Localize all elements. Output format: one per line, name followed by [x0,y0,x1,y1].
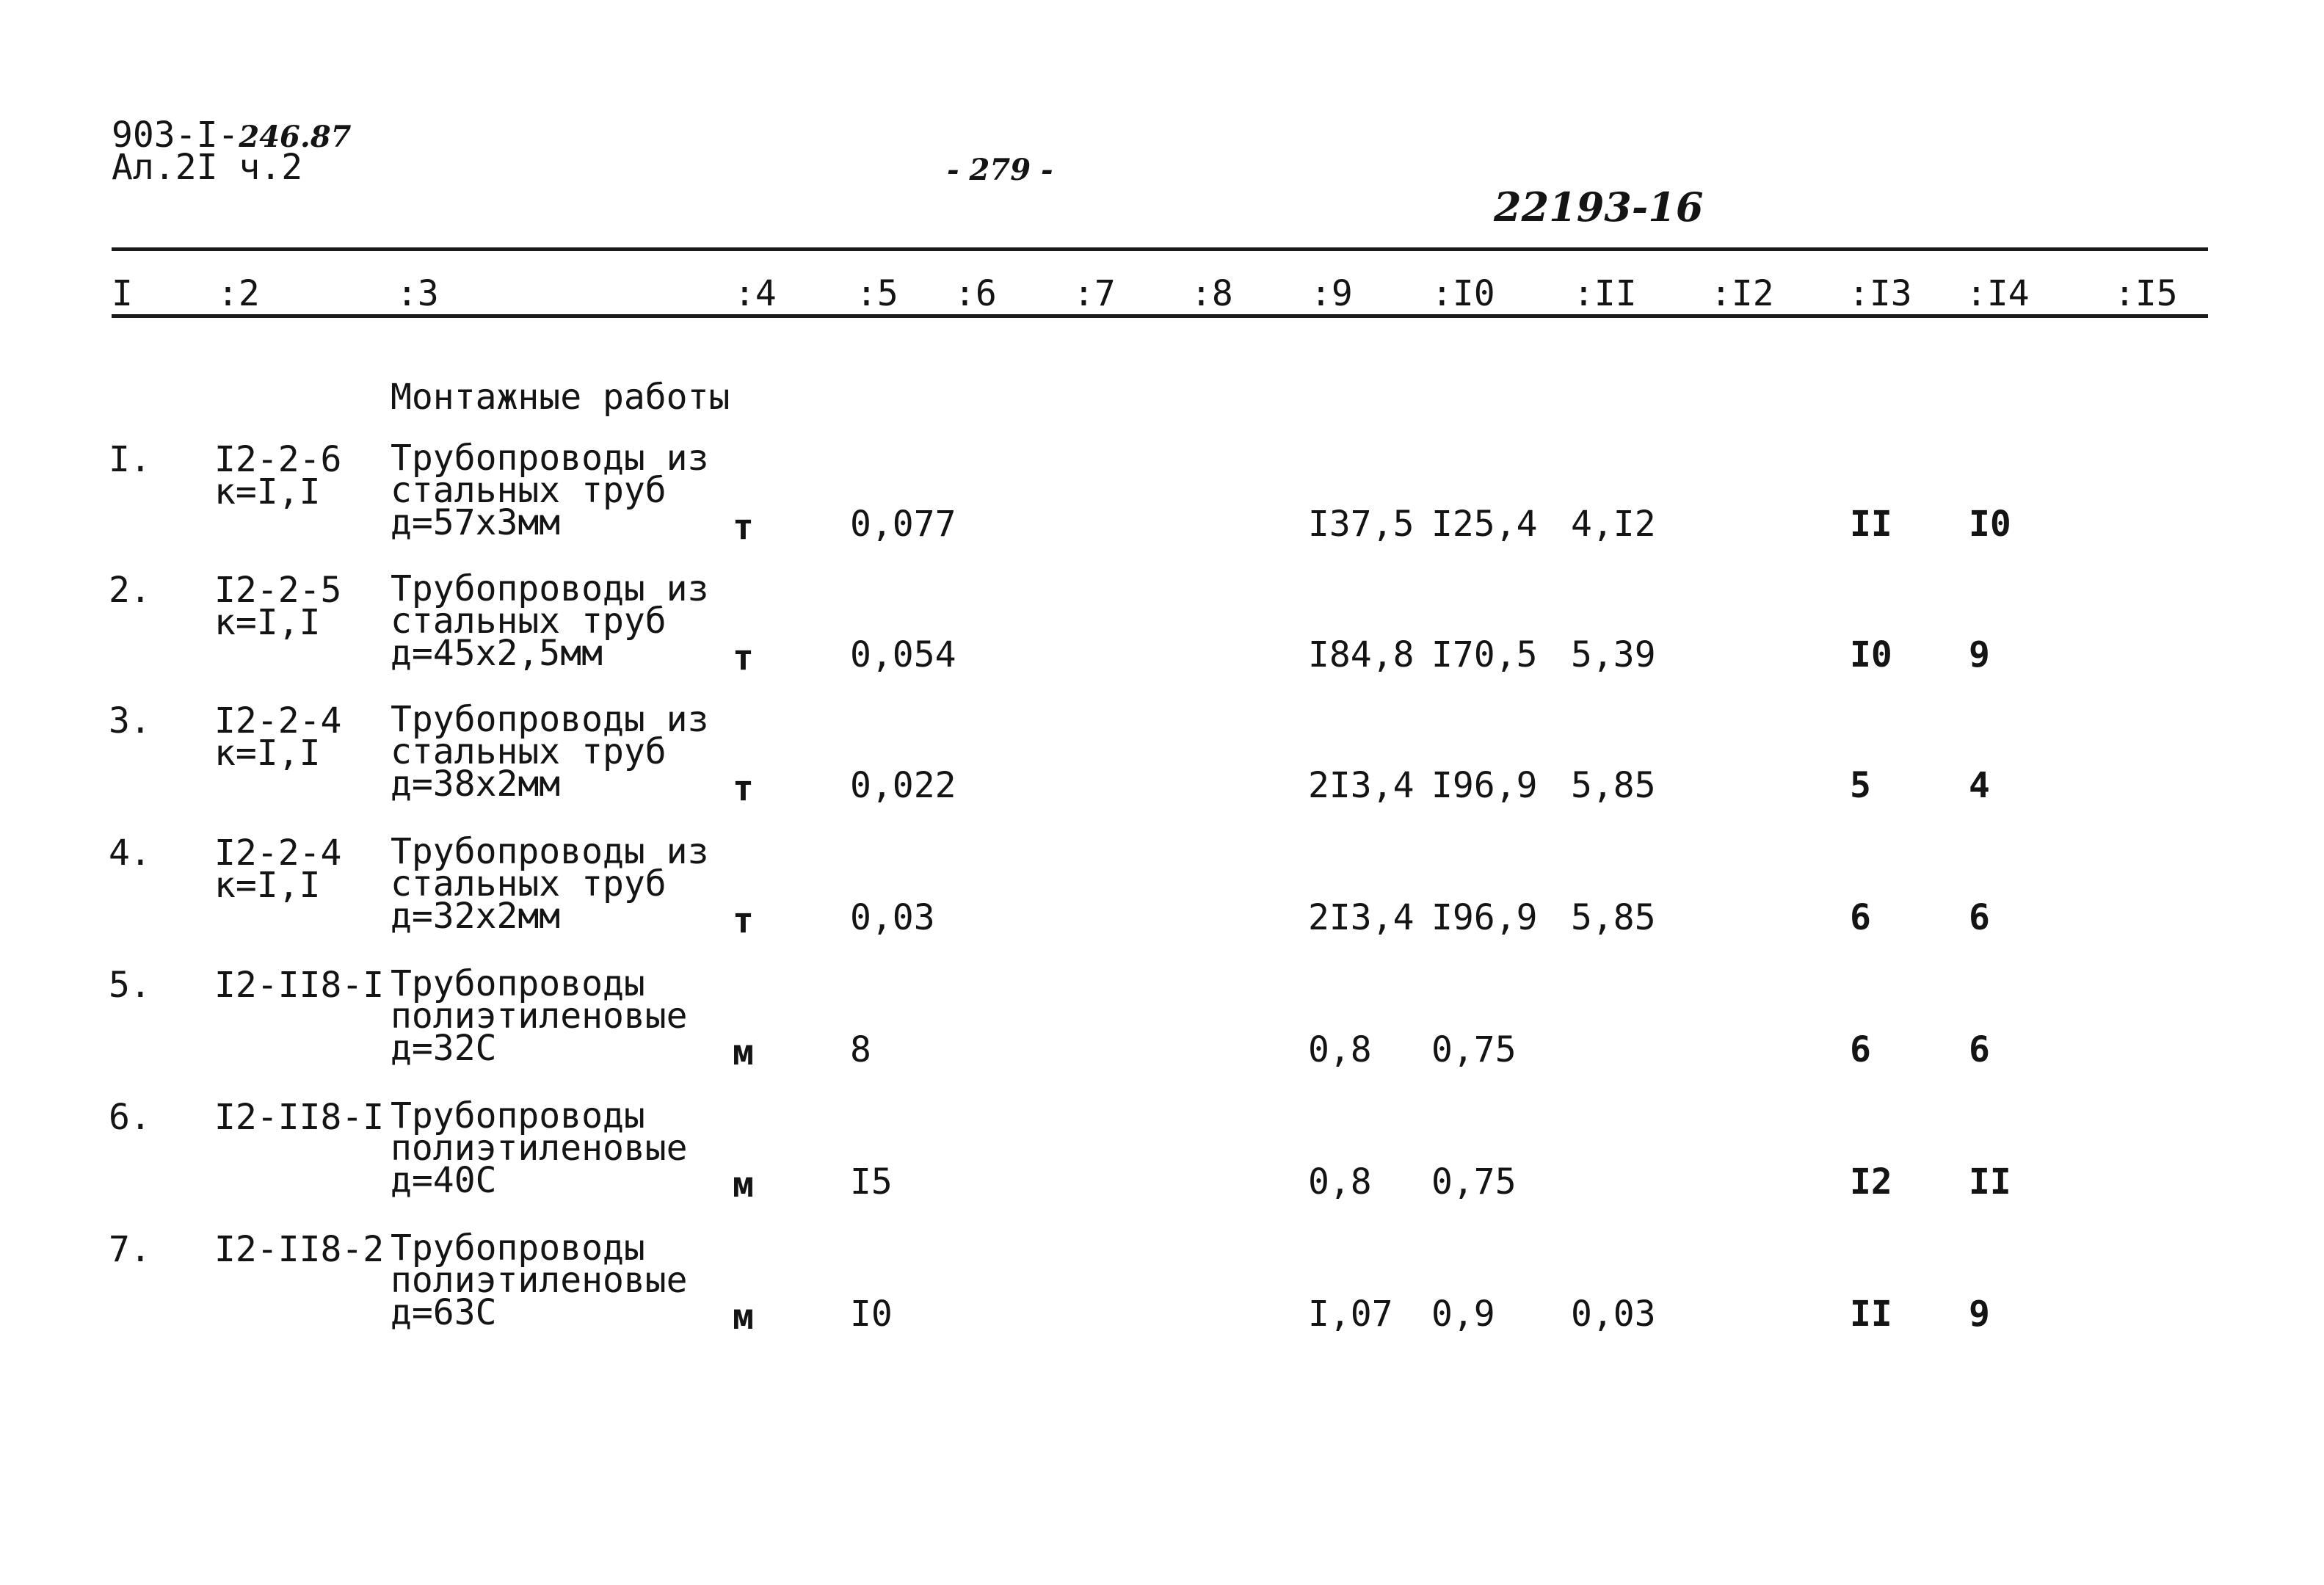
norm-code: I2-2-4 [214,833,342,874]
norm-code: I2-2-4 [214,700,342,741]
value-col-10: I96,9 [1431,765,1538,806]
page-number: - 279 - [947,153,1053,187]
norm-code: I2-II8-2 [214,1229,385,1270]
norm-code: I2-2-5 [214,570,342,611]
norm-code: I2-II8-I [214,1097,385,1138]
work-description-line: полиэтиленовые [391,995,688,1037]
value-col-13: I2 [1850,1161,1892,1203]
value-col-9: 0,8 [1308,1161,1372,1203]
value-col-11: 5,39 [1571,634,1656,675]
registration-stamp: 22193-16 [1494,184,1704,231]
header-rule-bottom [112,314,2208,318]
quantity: I5 [850,1161,893,1203]
value-col-9: 0,8 [1308,1029,1372,1070]
value-col-10: 0,75 [1431,1029,1517,1070]
work-description-line: стальных труб [391,863,667,904]
coefficient: к=I,I [214,733,321,774]
value-col-13: II [1850,504,1892,545]
column-header-6: :6 [954,273,997,314]
work-description-line: Трубопроводы [391,1095,645,1136]
value-col-14: II [1969,1161,2011,1203]
quantity: I0 [850,1294,893,1335]
work-description-line: д=40С [391,1160,497,1201]
row-number: 4. [109,833,151,874]
value-col-10: I25,4 [1431,504,1538,545]
row-number: 3. [109,700,151,741]
unit: т [733,637,754,678]
value-col-11: 5,85 [1571,765,1656,806]
work-description-line: Трубопроводы из [391,699,709,740]
value-col-10: 0,75 [1431,1161,1517,1203]
unit: т [733,507,754,548]
value-col-14: 6 [1969,1029,1990,1070]
column-header-3: :3 [396,273,439,314]
work-description-line: полиэтиленовые [391,1128,688,1169]
work-description-line: Трубопроводы [391,963,645,1004]
work-description-line: д=32х2мм [391,896,561,937]
norm-code: I2-2-6 [214,439,342,480]
section-title: Монтажные работы [391,377,730,418]
unit: м [733,1032,754,1073]
column-header-5: :5 [856,273,898,314]
work-description-line: д=63С [391,1292,497,1333]
value-col-11: 4,I2 [1571,504,1656,545]
row-number: I. [109,439,151,480]
value-col-9: I84,8 [1308,634,1415,675]
quantity: 0,022 [850,765,956,806]
column-header-8: :8 [1191,273,1233,314]
value-col-10: I70,5 [1431,634,1538,675]
doc-code-prefix: 903-I- [112,115,239,156]
value-col-9: 2I3,4 [1308,765,1415,806]
album-label: Ал.2I ч.2 [112,147,303,188]
value-col-13: 6 [1850,1029,1871,1070]
value-col-14: 9 [1969,634,1990,675]
coefficient: к=I,I [214,865,321,906]
header-rule-top [112,247,2208,251]
value-col-14: 9 [1969,1294,1990,1335]
value-col-9: I37,5 [1308,504,1415,545]
value-col-10: 0,9 [1431,1294,1495,1335]
work-description-line: полиэтиленовые [391,1260,688,1301]
value-col-14: 4 [1969,765,1990,806]
quantity: 8 [850,1029,871,1070]
column-header-2: :2 [217,273,260,314]
column-header-14: :I4 [1966,273,2030,314]
value-col-9: I,07 [1308,1294,1393,1335]
unit: м [733,1164,754,1205]
quantity: 0,077 [850,504,956,545]
column-header-12: :I2 [1710,273,1774,314]
work-description-line: Трубопроводы [391,1227,645,1269]
work-description-line: д=45х2,5мм [391,633,603,674]
quantity: 0,054 [850,634,956,675]
row-number: 6. [109,1097,151,1138]
unit: м [733,1296,754,1338]
work-description-line: д=38х2мм [391,764,561,805]
doc-code-handwritten: 246.87 [239,120,352,154]
row-number: 7. [109,1229,151,1270]
column-header-15: :I5 [2114,273,2178,314]
value-col-11: 0,03 [1571,1294,1656,1335]
unit: т [733,768,754,809]
column-header-1: I [112,273,133,314]
coefficient: к=I,I [214,602,321,643]
quantity: 0,03 [850,897,935,938]
work-description-line: д=57х3мм [391,502,561,543]
work-description-line: Трубопроводы из [391,438,709,479]
work-description-line: Трубопроводы из [391,568,709,609]
row-number: 2. [109,570,151,611]
value-col-13: I0 [1850,634,1892,675]
column-header-13: :I3 [1848,273,1912,314]
value-col-9: 2I3,4 [1308,897,1415,938]
value-col-10: I96,9 [1431,897,1538,938]
value-col-13: II [1850,1294,1892,1335]
work-description-line: стальных труб [391,601,667,642]
unit: т [733,900,754,941]
column-header-11: :II [1573,273,1637,314]
value-col-11: 5,85 [1571,897,1656,938]
value-col-13: 5 [1850,765,1871,806]
work-description-line: стальных труб [391,731,667,772]
norm-code: I2-II8-I [214,965,385,1006]
coefficient: к=I,I [214,471,321,512]
work-description-line: стальных труб [391,470,667,511]
column-header-4: :4 [734,273,777,314]
work-description-line: д=32С [391,1028,497,1069]
value-col-14: 6 [1969,897,1990,938]
column-header-7: :7 [1073,273,1116,314]
column-header-10: :I0 [1431,273,1495,314]
row-number: 5. [109,965,151,1006]
value-col-14: I0 [1969,504,2011,545]
column-header-9: :9 [1310,273,1353,314]
value-col-13: 6 [1850,897,1871,938]
work-description-line: Трубопроводы из [391,831,709,872]
